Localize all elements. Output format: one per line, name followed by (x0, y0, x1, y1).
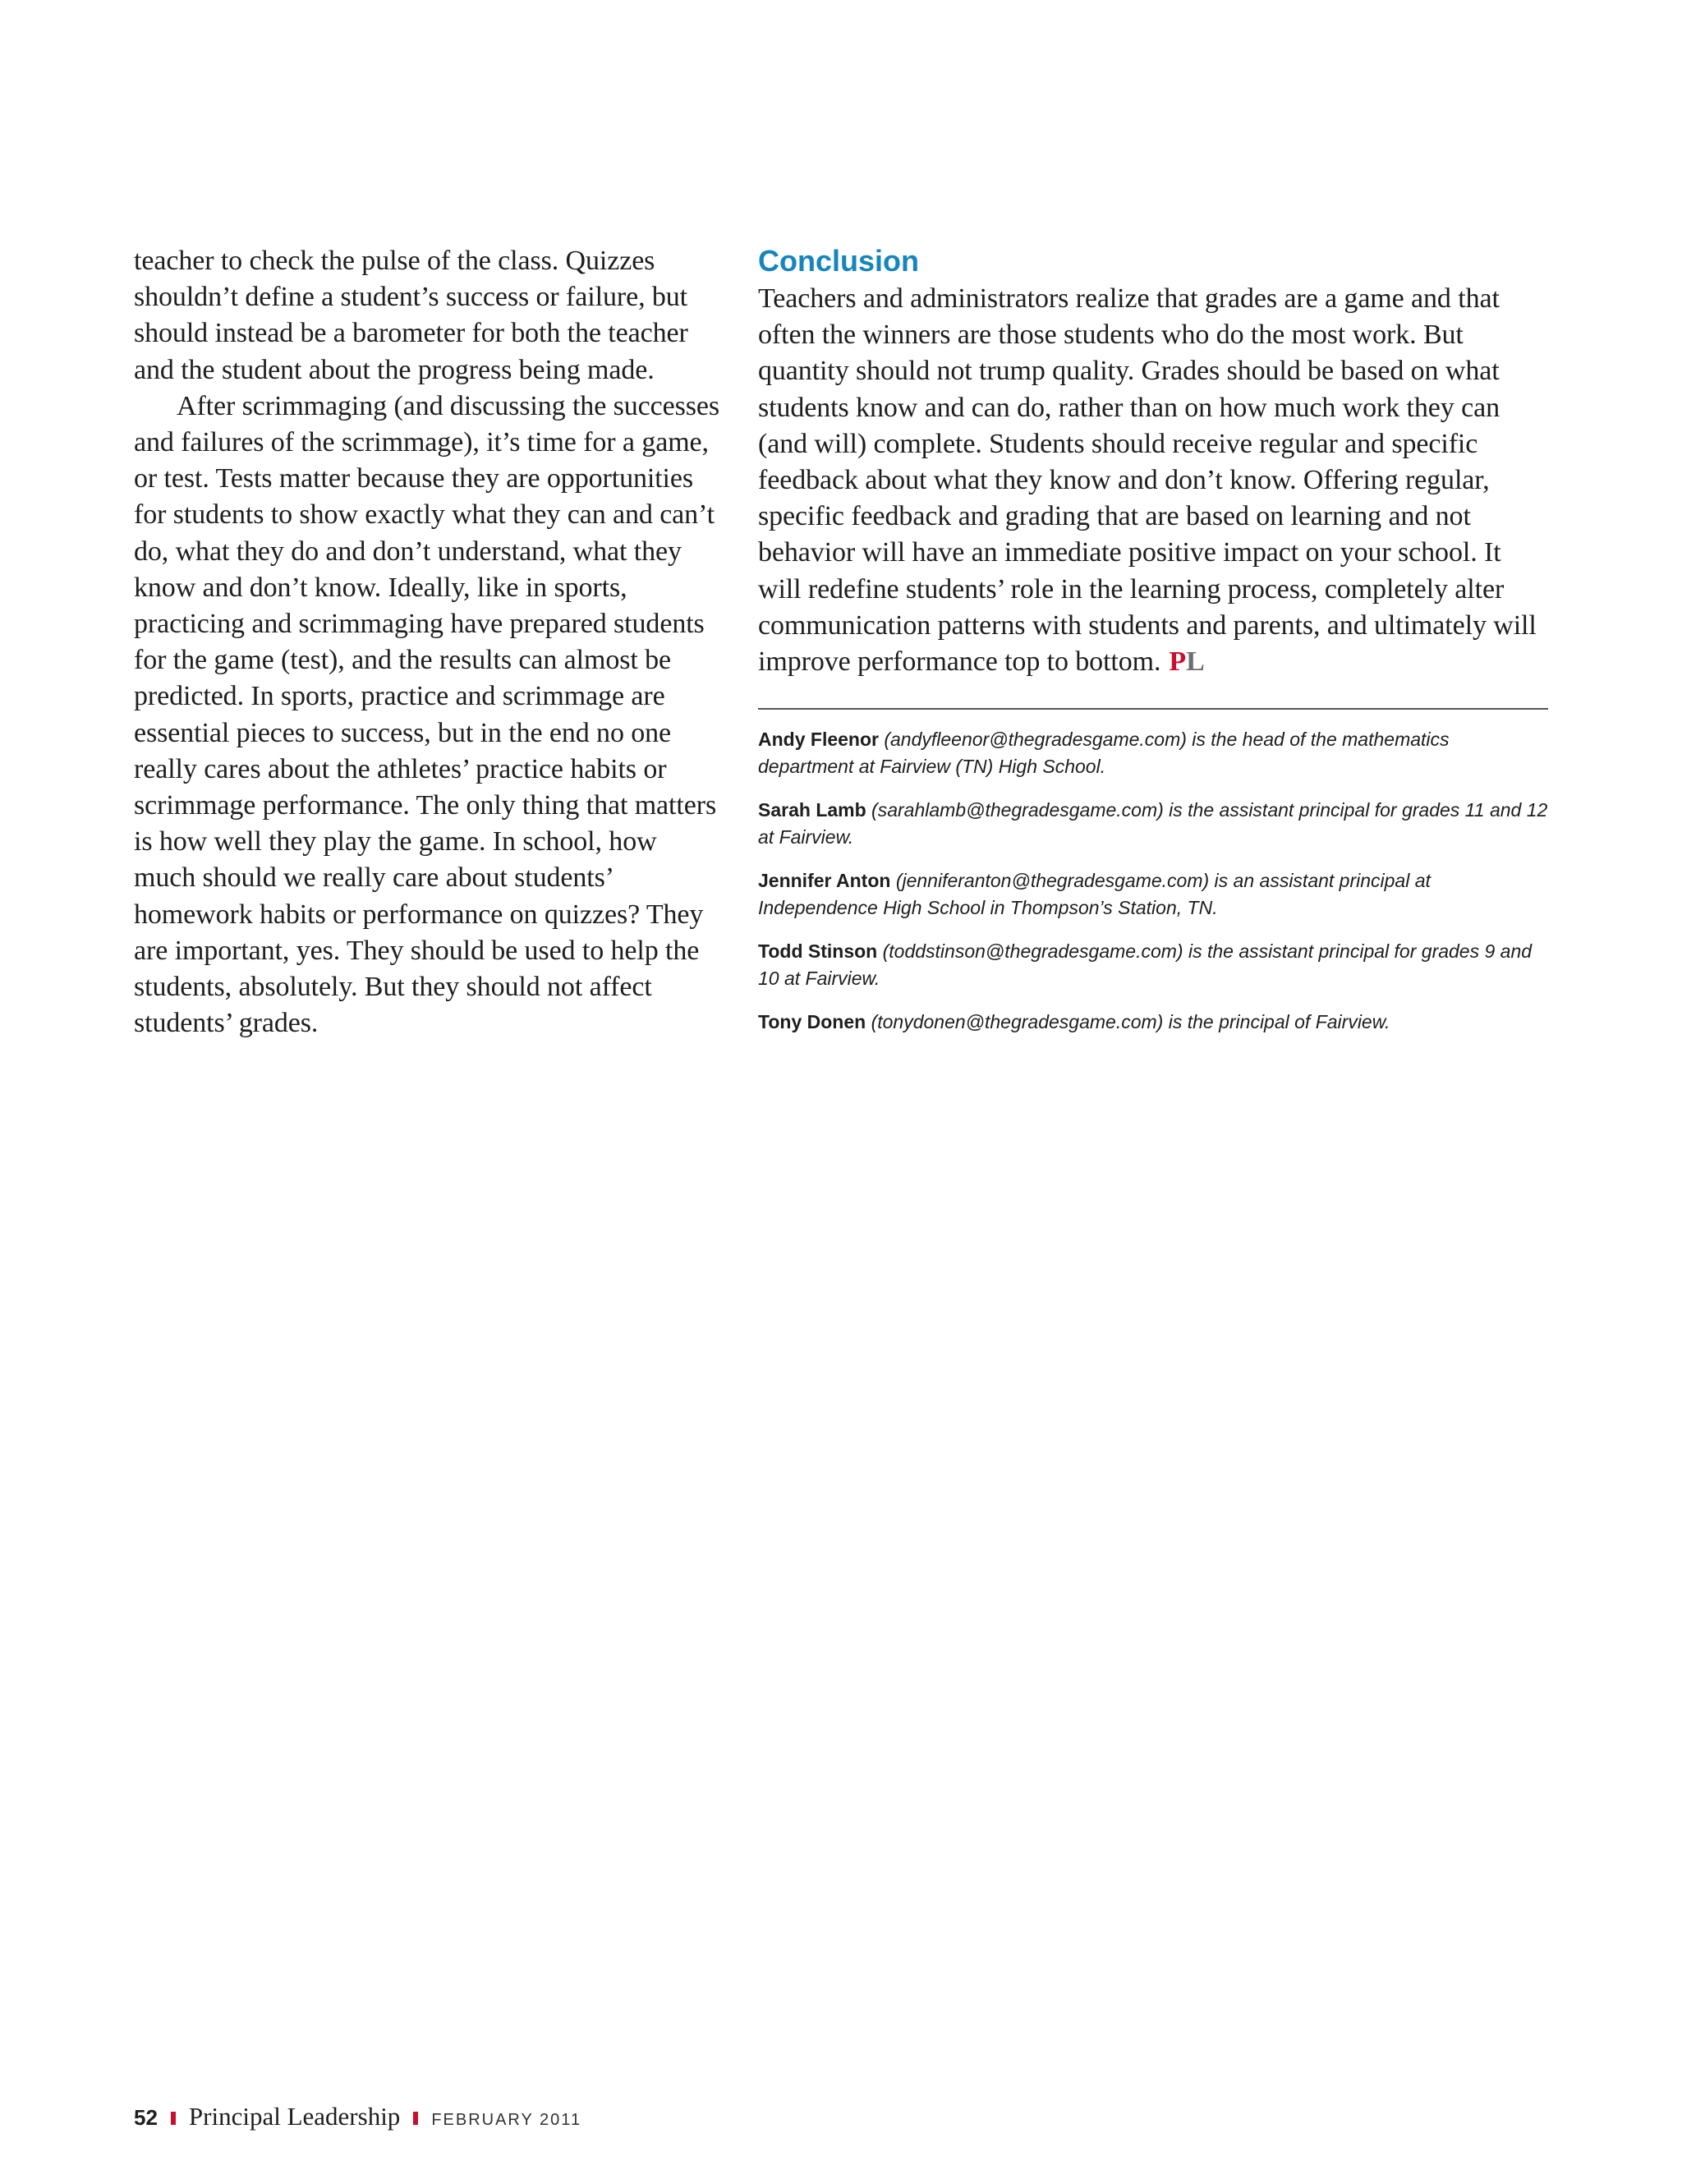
footer-separator (413, 2112, 418, 2125)
author-name: Todd Stinson (758, 940, 878, 963)
publication-name: Principal Leadership (188, 2102, 401, 2131)
author-bio (758, 1009, 1548, 1036)
section-divider (758, 708, 1548, 710)
author-name: Andy Fleenor (758, 729, 879, 751)
author-description: (jenniferanton@thegradesgame.com) is an assistant principal at Independence High School in Thompson’s Station, TN. (758, 870, 1431, 919)
author-description: (sarahlamb@thegradesgame.com) is the assistant principal for grades 11 and 12 at Fairview. (758, 799, 1548, 848)
author-description: (andyfleenor@thegradesgame.com) is the head of the mathematics department at Fairview (TN) High School. (758, 729, 1450, 778)
body-paragraph: After scrimmaging (and discussing the successes and failures of the scrimmage), it’s time for a game, or test. Tests matter because they are opportunities for students to show exactly what they can and can’t do, what they do and don’t understand, what they know and don’t know. Ideally, like in sports, practicing and scrimmaging have prepared students for the game (test), and the results can almost be predicted. In sports, practice and scrimmage are essential pieces to success, but in the end no one really cares about the athletes’ practice habits or scrimmage performance. The only thing that matters is how well they play the game. In school, how much should we really care about students’ homework habits or performance on quizzes? They are important, yes. They should be used to help the students, absolutely. But they should not affect students’ grades. (134, 390, 719, 1039)
page-footer (134, 2100, 581, 2136)
author-bio (758, 797, 1548, 851)
issue-date: FEBRUARY 2011 (431, 2111, 582, 2129)
body-paragraph: teacher to check the pulse of the class. Quizzes shouldn’t define a student’s success or failure, but should instead be a barometer for both the teacher and the student about the progress being made. (134, 246, 688, 385)
author-name: Tony Donen (758, 1011, 866, 1033)
end-mark-l: L (1186, 646, 1205, 678)
end-of-article-logo (1169, 646, 1204, 677)
right-column (758, 243, 1548, 1052)
conclusion-text: Teachers and administrators realize that grades are a game and that often the winners are those students who do the most work. But quantity should not trump quality. Grades should be based on what students know and can do, rather than on how much work they can (and will) complete. Students should receive regular and specific feedback about what they know and don’t know. Offering regular, specific feedback and grading that are based on learning and not behavior will have an immediate positive impact on your school. It will redefine students’ role in the learning process, completely alter communication patterns with students and parents, and ultimately will improve performance top to bottom. (758, 283, 1537, 678)
conclusion-heading: Conclusion (758, 244, 919, 278)
left-column (134, 243, 725, 1041)
author-bio (758, 867, 1548, 922)
author-bios (758, 726, 1548, 1036)
end-mark-p: P (1169, 646, 1187, 678)
page-number: 52 (134, 2105, 158, 2130)
conclusion-paragraph (758, 281, 1548, 680)
author-bio (758, 938, 1548, 992)
author-name: Sarah Lamb (758, 799, 866, 821)
footer-separator (171, 2112, 176, 2125)
author-description: (toddstinson@thegradesgame.com) is the assistant principal for grades 9 and 10 at Fairview. (758, 940, 1533, 990)
author-description: (tonydonen@thegradesgame.com) is the principal of Fairview. (871, 1011, 1390, 1033)
author-name: Jennifer Anton (758, 870, 891, 892)
author-bio (758, 726, 1548, 780)
